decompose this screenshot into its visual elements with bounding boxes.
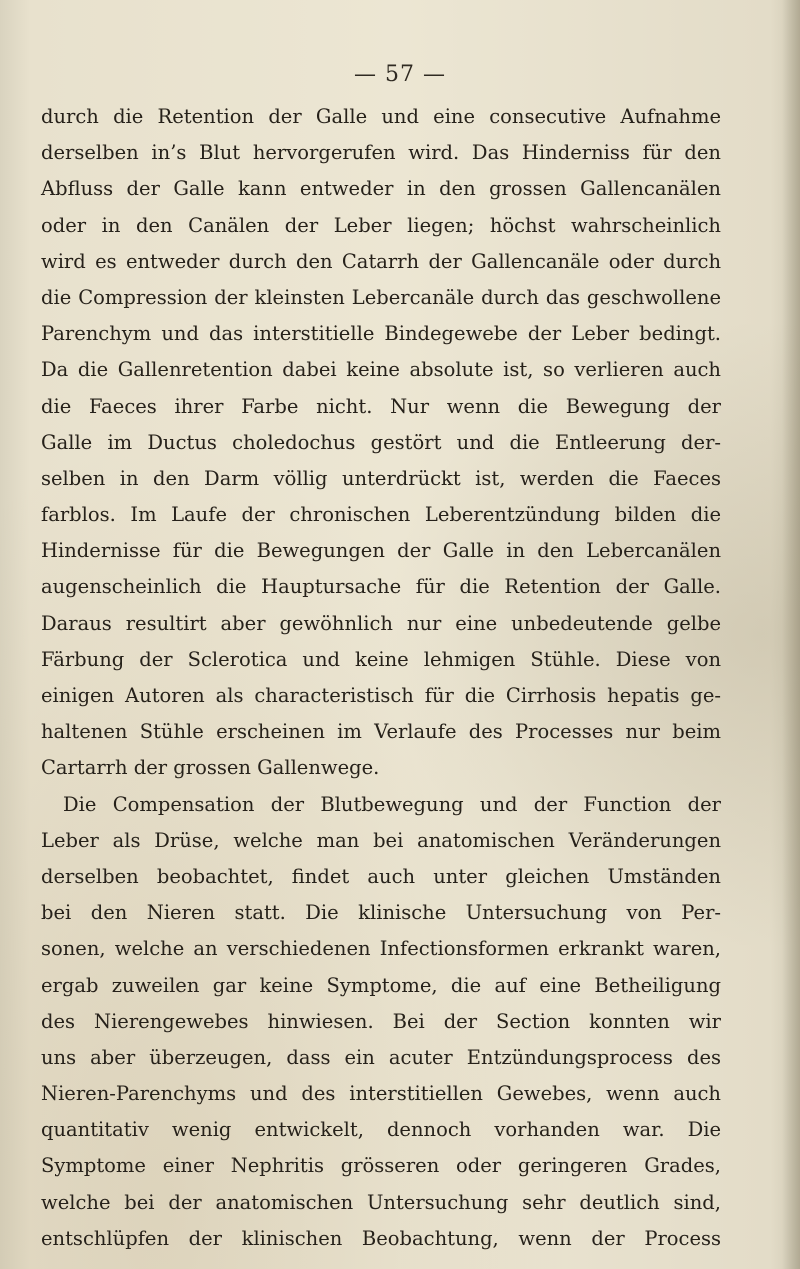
text-line: Färbung der Sclerotica und keine lehmigen Stühle. Diese von (41, 647, 721, 671)
text-line: farblos. Im Laufe der chronischen Leberentzündung bilden die (41, 503, 721, 527)
text-line: Da die Gallenretention dabei keine absolute ist, so verlieren auch (41, 358, 721, 382)
page-number: — 57 — (354, 62, 446, 87)
text-line: einigen Autoren als characteristisch für die Cirrhosis hepatis ge- (41, 684, 721, 707)
body-text (41, 99, 721, 1257)
text-line: derselben in’s Blut hervorgerufen wird. Das Hinderniss für den (41, 141, 721, 165)
text-line: Cartarrh der grossen Gallenwege. (41, 756, 380, 780)
text-line: die Compression der kleinsten Lebercanäle durch das geschwollene (41, 285, 721, 309)
text-line: Daraus resultirt aber gewöhnlich nur eine unbedeutende gelbe (41, 611, 721, 635)
text-line: die Faeces ihrer Farbe nicht. Nur wenn die Bewegung der (41, 394, 721, 418)
text-line: welche bei der anatomischen Untersuchung sehr deutlich sind, (41, 1190, 721, 1214)
text-line: Nieren-Parenchyms und des interstitiellen Gewebes, wenn auch (41, 1082, 721, 1106)
text-line: Hindernisse für die Bewegungen der Galle in den Lebercanälen (41, 539, 721, 563)
text-line: quantitativ wenig entwickelt, dennoch vorhanden war. Die (41, 1118, 721, 1142)
text-line: ergab zuweilen gar keine Symptome, die auf eine Betheiligung (41, 973, 721, 997)
text-line: oder in den Canälen der Leber liegen; höchst wahrscheinlich (41, 213, 721, 237)
text-line: Galle im Ductus choledochus gestört und die Entleerung der- (41, 430, 721, 454)
text-line: derselben beobachtet, findet auch unter gleichen Umständen (41, 864, 721, 888)
text-line: Parenchym und das interstitielle Bindegewebe der Leber bedingt. (41, 322, 721, 346)
text-line: Die Compensation der Blutbewegung und der Function der (63, 792, 721, 816)
text-line: sonen, welche an verschiedenen Infectionsformen erkrankt waren, (41, 937, 721, 961)
text-line: uns aber überzeugen, dass ein acuter Entzündungsprocess des (41, 1045, 721, 1069)
text-line: wird es entweder durch den Catarrh der Gallencanäle oder durch (41, 249, 721, 273)
text-line: entschlüpfen der klinischen Beobachtung, wenn der Process (41, 1226, 721, 1250)
page-edge-shadow (782, 0, 800, 1269)
text-line: bei den Nieren statt. Die klinische Untersuchung von Per- (41, 901, 721, 925)
text-line: Symptome einer Nephritis grösseren oder geringeren Grades, (41, 1154, 721, 1178)
text-line: des Nierengewebes hinwiesen. Bei der Section konnten wir (41, 1009, 721, 1033)
text-line: durch die Retention der Galle und eine consecutive Aufnahme (41, 105, 721, 128)
text-line: augenscheinlich die Hauptursache für die Retention der Galle. (41, 575, 721, 599)
text-line: haltenen Stühle erscheinen im Verlaufe des Processes nur beim (41, 720, 721, 744)
text-line: selben in den Darm völlig unterdrückt ist, werden die Faeces (41, 466, 721, 490)
text-line: Leber als Drüse, welche man bei anatomischen Veränderungen (41, 828, 721, 852)
text-line: Abfluss der Galle kann entweder in den grossen Gallencanälen (41, 177, 721, 201)
